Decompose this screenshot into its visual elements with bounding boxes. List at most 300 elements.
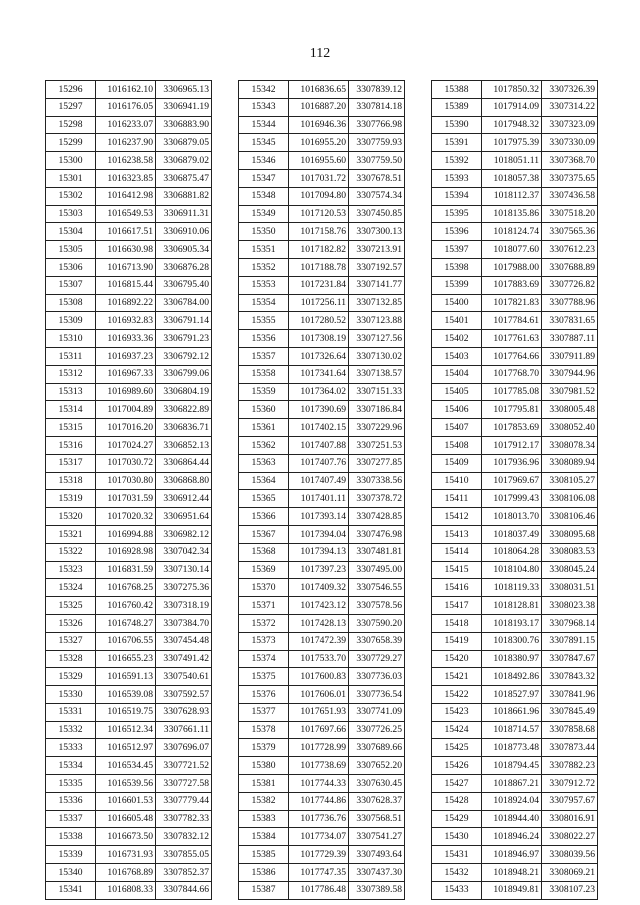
table-row	[432, 525, 598, 543]
point-id-cell: 15413	[432, 525, 482, 543]
y-coordinate-cell: 3307689.66	[349, 739, 405, 757]
x-coordinate-cell: 1016815.44	[96, 276, 156, 294]
x-coordinate-cell: 1017697.66	[289, 721, 349, 739]
point-id-cell: 15350	[239, 223, 289, 241]
y-coordinate-cell: 3307476.98	[349, 525, 405, 543]
y-coordinate-cell: 3307495.00	[349, 561, 405, 579]
x-coordinate-cell: 1017401.11	[289, 490, 349, 508]
y-coordinate-cell: 3307151.33	[349, 383, 405, 401]
y-coordinate-cell: 3307968.14	[542, 614, 598, 632]
y-coordinate-cell: 3307831.65	[542, 312, 598, 330]
x-coordinate-cell: 1016176.05	[96, 98, 156, 116]
x-coordinate-cell: 1017912.17	[482, 436, 542, 454]
y-coordinate-cell: 3307766.98	[349, 116, 405, 134]
x-coordinate-cell: 1016955.20	[289, 134, 349, 152]
point-id-cell: 15298	[46, 116, 96, 134]
point-id-cell: 15402	[432, 330, 482, 348]
point-id-cell: 15415	[432, 561, 482, 579]
x-coordinate-cell: 1017020.32	[96, 508, 156, 526]
y-coordinate-cell: 3306982.12	[156, 525, 212, 543]
x-coordinate-cell: 1017472.39	[289, 632, 349, 650]
point-id-cell: 15409	[432, 454, 482, 472]
y-coordinate-cell: 3307574.34	[349, 187, 405, 205]
point-id-cell: 15333	[46, 739, 96, 757]
y-coordinate-cell: 3307314.22	[542, 98, 598, 116]
y-coordinate-cell: 3307911.89	[542, 347, 598, 365]
table-row	[432, 490, 598, 508]
y-coordinate-cell: 3308023.38	[542, 597, 598, 615]
point-id-cell: 15332	[46, 721, 96, 739]
x-coordinate-cell: 1018013.70	[482, 508, 542, 526]
point-id-cell: 15373	[239, 632, 289, 650]
table-row	[432, 792, 598, 810]
table-row	[46, 490, 212, 508]
x-coordinate-cell: 1016673.50	[96, 828, 156, 846]
point-id-cell: 15338	[46, 828, 96, 846]
table-row	[239, 597, 405, 615]
table-row	[46, 632, 212, 650]
x-coordinate-cell: 1017409.32	[289, 579, 349, 597]
x-coordinate-cell: 1017821.83	[482, 294, 542, 312]
x-coordinate-cell: 1018714.57	[482, 721, 542, 739]
y-coordinate-cell: 3308069.21	[542, 864, 598, 882]
y-coordinate-cell: 3308052.40	[542, 419, 598, 437]
point-id-cell: 15412	[432, 508, 482, 526]
point-id-cell: 15432	[432, 864, 482, 882]
x-coordinate-cell: 1016768.89	[96, 864, 156, 882]
table-row	[432, 650, 598, 668]
point-id-cell: 15383	[239, 810, 289, 828]
point-id-cell: 15311	[46, 347, 96, 365]
table-row	[46, 152, 212, 170]
table-row	[432, 543, 598, 561]
y-coordinate-cell: 3307481.81	[349, 543, 405, 561]
x-coordinate-cell: 1018924.04	[482, 792, 542, 810]
x-coordinate-cell: 1016989.60	[96, 383, 156, 401]
table-row	[239, 436, 405, 454]
y-coordinate-cell: 3307891.15	[542, 632, 598, 650]
point-id-cell: 15321	[46, 525, 96, 543]
table-row	[46, 276, 212, 294]
table-row	[432, 846, 598, 864]
x-coordinate-cell: 1016534.45	[96, 757, 156, 775]
point-id-cell: 15385	[239, 846, 289, 864]
table-row	[432, 116, 598, 134]
table-row	[46, 864, 212, 882]
table-row	[239, 721, 405, 739]
point-id-cell: 15299	[46, 134, 96, 152]
y-coordinate-cell: 3307251.53	[349, 436, 405, 454]
point-id-cell: 15307	[46, 276, 96, 294]
table-row	[239, 828, 405, 846]
x-coordinate-cell: 1016760.42	[96, 597, 156, 615]
y-coordinate-cell: 3307132.85	[349, 294, 405, 312]
table-row	[239, 98, 405, 116]
point-id-cell: 15352	[239, 258, 289, 276]
y-coordinate-cell: 3307814.18	[349, 98, 405, 116]
table-row	[239, 579, 405, 597]
table-row	[239, 294, 405, 312]
y-coordinate-cell: 3307450.85	[349, 205, 405, 223]
table-row	[432, 508, 598, 526]
x-coordinate-cell: 1018124.74	[482, 223, 542, 241]
point-id-cell: 15324	[46, 579, 96, 597]
point-id-cell: 15356	[239, 330, 289, 348]
table-row	[239, 846, 405, 864]
y-coordinate-cell: 3308045.24	[542, 561, 598, 579]
table-row	[432, 98, 598, 116]
x-coordinate-cell: 1017182.82	[289, 241, 349, 259]
y-coordinate-cell: 3307957.67	[542, 792, 598, 810]
y-coordinate-cell: 3307578.56	[349, 597, 405, 615]
table-row	[239, 686, 405, 704]
table-row	[46, 828, 212, 846]
table-row	[239, 383, 405, 401]
x-coordinate-cell: 1017533.70	[289, 650, 349, 668]
point-id-cell: 15431	[432, 846, 482, 864]
point-id-cell: 15375	[239, 668, 289, 686]
table-row	[46, 241, 212, 259]
point-id-cell: 15391	[432, 134, 482, 152]
x-coordinate-cell: 1016808.33	[96, 881, 156, 899]
table-row	[432, 312, 598, 330]
table-row	[46, 205, 212, 223]
table-row	[239, 134, 405, 152]
table-row	[46, 81, 212, 99]
y-coordinate-cell: 3306784.00	[156, 294, 212, 312]
y-coordinate-cell: 3308031.51	[542, 579, 598, 597]
point-id-cell: 15387	[239, 881, 289, 899]
y-coordinate-cell: 3308083.53	[542, 543, 598, 561]
x-coordinate-cell: 1017747.35	[289, 864, 349, 882]
x-coordinate-cell: 1018492.86	[482, 668, 542, 686]
table-row	[432, 561, 598, 579]
y-coordinate-cell: 3307912.72	[542, 775, 598, 793]
x-coordinate-cell: 1017016.20	[96, 419, 156, 437]
table-row	[239, 650, 405, 668]
table-row	[46, 330, 212, 348]
x-coordinate-cell: 1017600.83	[289, 668, 349, 686]
point-id-cell: 15359	[239, 383, 289, 401]
point-id-cell: 15355	[239, 312, 289, 330]
point-id-cell: 15404	[432, 365, 482, 383]
table-row	[46, 721, 212, 739]
point-id-cell: 15362	[239, 436, 289, 454]
point-id-cell: 15427	[432, 775, 482, 793]
table-row	[46, 472, 212, 490]
table-row	[432, 223, 598, 241]
point-id-cell: 15309	[46, 312, 96, 330]
table-row	[432, 347, 598, 365]
table-row	[432, 579, 598, 597]
x-coordinate-cell: 1018661.96	[482, 703, 542, 721]
y-coordinate-cell: 3307658.39	[349, 632, 405, 650]
x-coordinate-cell: 1016887.20	[289, 98, 349, 116]
table-row	[46, 881, 212, 899]
point-id-cell: 15345	[239, 134, 289, 152]
point-id-cell: 15371	[239, 597, 289, 615]
table-row	[432, 632, 598, 650]
point-id-cell: 15397	[432, 241, 482, 259]
table-row	[432, 739, 598, 757]
x-coordinate-cell: 1017969.67	[482, 472, 542, 490]
point-id-cell: 15337	[46, 810, 96, 828]
point-id-cell: 15414	[432, 543, 482, 561]
table-row	[239, 312, 405, 330]
point-id-cell: 15376	[239, 686, 289, 704]
table-row	[239, 347, 405, 365]
table-row	[239, 187, 405, 205]
y-coordinate-cell: 3307779.44	[156, 792, 212, 810]
x-coordinate-cell: 1018946.97	[482, 846, 542, 864]
table-row	[239, 454, 405, 472]
table-row	[46, 525, 212, 543]
x-coordinate-cell: 1017729.39	[289, 846, 349, 864]
y-coordinate-cell: 3306791.23	[156, 330, 212, 348]
point-id-cell: 15310	[46, 330, 96, 348]
y-coordinate-cell: 3307568.51	[349, 810, 405, 828]
x-coordinate-cell: 1018112.37	[482, 187, 542, 205]
y-coordinate-cell: 3308078.34	[542, 436, 598, 454]
y-coordinate-cell: 3306879.05	[156, 134, 212, 152]
x-coordinate-cell: 1017188.78	[289, 258, 349, 276]
table-row	[239, 668, 405, 686]
point-id-cell: 15315	[46, 419, 96, 437]
point-id-cell: 15313	[46, 383, 96, 401]
y-coordinate-cell: 3307384.70	[156, 614, 212, 632]
table-row	[239, 116, 405, 134]
y-coordinate-cell: 3307727.58	[156, 775, 212, 793]
point-id-cell: 15382	[239, 792, 289, 810]
x-coordinate-cell: 1018064.28	[482, 543, 542, 561]
y-coordinate-cell: 3306792.12	[156, 347, 212, 365]
y-coordinate-cell: 3307138.57	[349, 365, 405, 383]
x-coordinate-cell: 1016836.65	[289, 81, 349, 99]
point-id-cell: 15312	[46, 365, 96, 383]
coordinate-table-2	[238, 80, 405, 900]
table-row	[239, 739, 405, 757]
table-row	[432, 597, 598, 615]
point-id-cell: 15406	[432, 401, 482, 419]
x-coordinate-cell: 1017394.13	[289, 543, 349, 561]
x-coordinate-cell: 1016512.34	[96, 721, 156, 739]
coordinate-table-3	[431, 80, 598, 900]
table-row	[432, 330, 598, 348]
table-row	[432, 472, 598, 490]
y-coordinate-cell: 3307130.02	[349, 347, 405, 365]
x-coordinate-cell: 1018300.76	[482, 632, 542, 650]
y-coordinate-cell: 3306868.80	[156, 472, 212, 490]
y-coordinate-cell: 3307726.25	[349, 721, 405, 739]
x-coordinate-cell: 1016601.53	[96, 792, 156, 810]
table-row	[432, 419, 598, 437]
y-coordinate-cell: 3306941.19	[156, 98, 212, 116]
table-row	[239, 543, 405, 561]
x-coordinate-cell: 1016994.88	[96, 525, 156, 543]
x-coordinate-cell: 1017948.32	[482, 116, 542, 134]
y-coordinate-cell: 3307428.85	[349, 508, 405, 526]
y-coordinate-cell: 3307696.07	[156, 739, 212, 757]
y-coordinate-cell: 3307437.30	[349, 864, 405, 882]
table-row	[432, 383, 598, 401]
point-id-cell: 15322	[46, 543, 96, 561]
y-coordinate-cell: 3306883.90	[156, 116, 212, 134]
y-coordinate-cell: 3306791.14	[156, 312, 212, 330]
table-row	[239, 703, 405, 721]
x-coordinate-cell: 1017914.09	[482, 98, 542, 116]
y-coordinate-cell: 3307378.72	[349, 490, 405, 508]
x-coordinate-cell: 1017936.96	[482, 454, 542, 472]
table-row	[239, 881, 405, 899]
point-id-cell: 15407	[432, 419, 482, 437]
x-coordinate-cell: 1017785.08	[482, 383, 542, 401]
x-coordinate-cell: 1016617.51	[96, 223, 156, 241]
y-coordinate-cell: 3306951.64	[156, 508, 212, 526]
point-id-cell: 15374	[239, 650, 289, 668]
point-id-cell: 15326	[46, 614, 96, 632]
y-coordinate-cell: 3306795.40	[156, 276, 212, 294]
x-coordinate-cell: 1017397.23	[289, 561, 349, 579]
point-id-cell: 15363	[239, 454, 289, 472]
table-row	[432, 258, 598, 276]
x-coordinate-cell: 1017364.02	[289, 383, 349, 401]
table-row	[432, 187, 598, 205]
point-id-cell: 15302	[46, 187, 96, 205]
x-coordinate-cell: 1017606.01	[289, 686, 349, 704]
x-coordinate-cell: 1018051.11	[482, 152, 542, 170]
point-id-cell: 15386	[239, 864, 289, 882]
y-coordinate-cell: 3307782.33	[156, 810, 212, 828]
point-id-cell: 15296	[46, 81, 96, 99]
table-row	[239, 810, 405, 828]
y-coordinate-cell: 3307330.09	[542, 134, 598, 152]
table-row	[239, 792, 405, 810]
table-row	[239, 490, 405, 508]
y-coordinate-cell: 3306875.47	[156, 169, 212, 187]
point-id-cell: 15394	[432, 187, 482, 205]
y-coordinate-cell: 3308106.46	[542, 508, 598, 526]
y-coordinate-cell: 3306910.06	[156, 223, 212, 241]
point-id-cell: 15325	[46, 597, 96, 615]
y-coordinate-cell: 3307661.11	[156, 721, 212, 739]
table-row	[239, 365, 405, 383]
table-row	[432, 686, 598, 704]
table-row	[46, 401, 212, 419]
x-coordinate-cell: 1017850.32	[482, 81, 542, 99]
y-coordinate-cell: 3307541.27	[349, 828, 405, 846]
table-row	[239, 775, 405, 793]
x-coordinate-cell: 1016591.13	[96, 668, 156, 686]
x-coordinate-cell: 1018380.97	[482, 650, 542, 668]
point-id-cell: 15388	[432, 81, 482, 99]
x-coordinate-cell: 1016412.98	[96, 187, 156, 205]
table-row	[239, 258, 405, 276]
y-coordinate-cell: 3307323.09	[542, 116, 598, 134]
point-id-cell: 15365	[239, 490, 289, 508]
x-coordinate-cell: 1018193.17	[482, 614, 542, 632]
table-row	[46, 98, 212, 116]
point-id-cell: 15408	[432, 436, 482, 454]
point-id-cell: 15323	[46, 561, 96, 579]
y-coordinate-cell: 3307944.96	[542, 365, 598, 383]
y-coordinate-cell: 3307678.51	[349, 169, 405, 187]
y-coordinate-cell: 3307847.67	[542, 650, 598, 668]
x-coordinate-cell: 1016237.90	[96, 134, 156, 152]
point-id-cell: 15335	[46, 775, 96, 793]
point-id-cell: 15421	[432, 668, 482, 686]
x-coordinate-cell: 1018949.81	[482, 881, 542, 899]
x-coordinate-cell: 1017853.69	[482, 419, 542, 437]
table-row	[239, 152, 405, 170]
x-coordinate-cell: 1018773.48	[482, 739, 542, 757]
point-id-cell: 15392	[432, 152, 482, 170]
table-row	[239, 169, 405, 187]
y-coordinate-cell: 3307628.37	[349, 792, 405, 810]
y-coordinate-cell: 3307844.66	[156, 881, 212, 899]
point-id-cell: 15367	[239, 525, 289, 543]
point-id-cell: 15433	[432, 881, 482, 899]
point-id-cell: 15424	[432, 721, 482, 739]
y-coordinate-cell: 3306799.06	[156, 365, 212, 383]
point-id-cell: 15430	[432, 828, 482, 846]
point-id-cell: 15348	[239, 187, 289, 205]
x-coordinate-cell: 1016233.07	[96, 116, 156, 134]
x-coordinate-cell: 1017393.14	[289, 508, 349, 526]
x-coordinate-cell: 1017734.07	[289, 828, 349, 846]
x-coordinate-cell: 1017158.76	[289, 223, 349, 241]
table-row	[432, 668, 598, 686]
x-coordinate-cell: 1017390.69	[289, 401, 349, 419]
y-coordinate-cell: 3308022.27	[542, 828, 598, 846]
table-row	[46, 508, 212, 526]
x-coordinate-cell: 1017999.43	[482, 490, 542, 508]
table-row	[46, 739, 212, 757]
point-id-cell: 15401	[432, 312, 482, 330]
point-id-cell: 15429	[432, 810, 482, 828]
table-row	[239, 401, 405, 419]
point-id-cell: 15366	[239, 508, 289, 526]
y-coordinate-cell: 3307843.32	[542, 668, 598, 686]
x-coordinate-cell: 1016946.36	[289, 116, 349, 134]
y-coordinate-cell: 3308107.23	[542, 881, 598, 899]
x-coordinate-cell: 1018128.81	[482, 597, 542, 615]
point-id-cell: 15328	[46, 650, 96, 668]
x-coordinate-cell: 1018135.86	[482, 205, 542, 223]
table-row	[239, 205, 405, 223]
y-coordinate-cell: 3307873.44	[542, 739, 598, 757]
y-coordinate-cell: 3307300.13	[349, 223, 405, 241]
x-coordinate-cell: 1017768.70	[482, 365, 542, 383]
table-row	[239, 223, 405, 241]
x-coordinate-cell: 1016932.83	[96, 312, 156, 330]
y-coordinate-cell: 3307981.52	[542, 383, 598, 401]
y-coordinate-cell: 3307454.48	[156, 632, 212, 650]
table-row	[432, 881, 598, 899]
x-coordinate-cell: 1016323.85	[96, 169, 156, 187]
y-coordinate-cell: 3307275.36	[156, 579, 212, 597]
table-row	[432, 703, 598, 721]
x-coordinate-cell: 1017280.52	[289, 312, 349, 330]
point-id-cell: 15346	[239, 152, 289, 170]
x-coordinate-cell: 1017744.33	[289, 775, 349, 793]
x-coordinate-cell: 1018119.33	[482, 579, 542, 597]
x-coordinate-cell: 1016539.08	[96, 686, 156, 704]
y-coordinate-cell: 3307630.45	[349, 775, 405, 793]
table-row	[46, 561, 212, 579]
y-coordinate-cell: 3306852.13	[156, 436, 212, 454]
point-id-cell: 15410	[432, 472, 482, 490]
y-coordinate-cell: 3307229.96	[349, 419, 405, 437]
